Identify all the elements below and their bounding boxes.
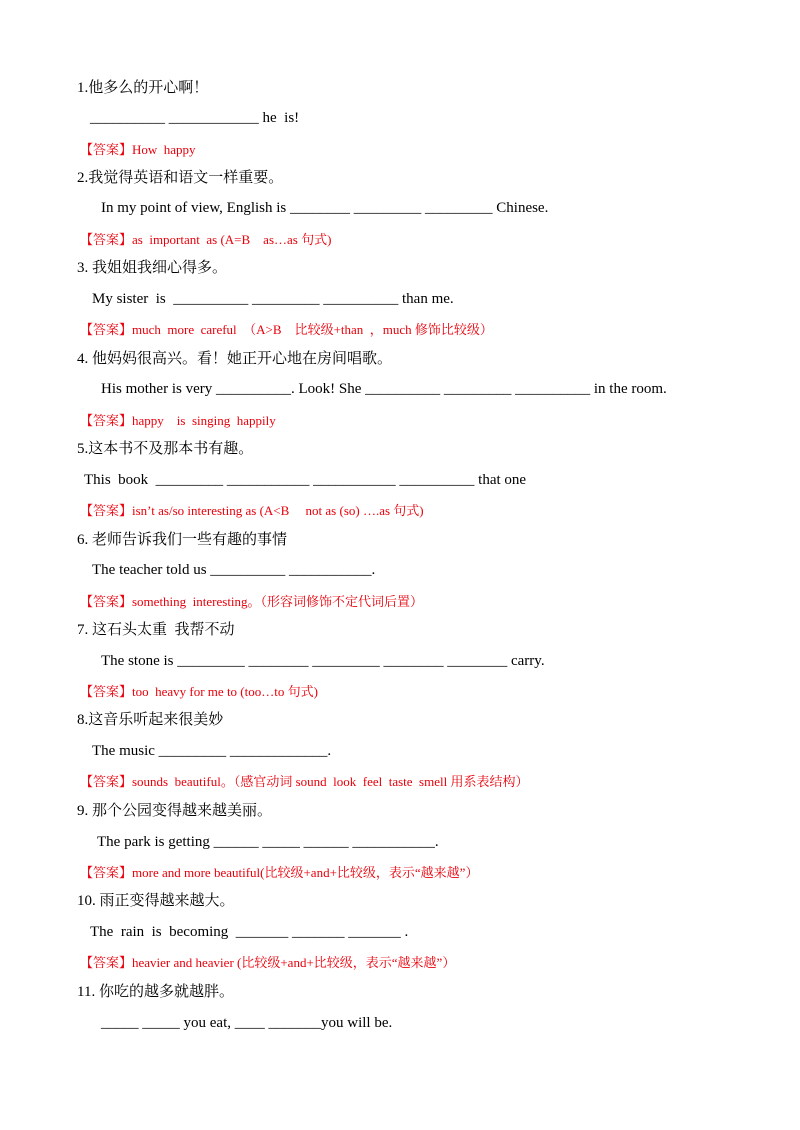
question-4: 4. 他妈妈很高兴。看！她正开心地在房间唱歌。: [77, 351, 393, 367]
sentence-6: The teacher told us __________ ___________.: [92, 562, 376, 578]
answer-6: 【答案】something interesting。（形容词修饰不定代词后置）: [80, 594, 424, 609]
sentence-10: The rain is becoming _______ _______ _______ .: [90, 924, 409, 940]
question-8: 8.这音乐听起来很美妙: [77, 712, 224, 728]
answer-7: 【答案】too heavy for me to (too…to 句式): [80, 684, 318, 699]
sentence-11: _____ _____ you eat, ____ _______you will be.: [101, 1015, 393, 1031]
answer-4: 【答案】happy is singing happily: [80, 413, 276, 428]
question-10: 10. 雨正变得越来越大。: [77, 893, 235, 909]
sentence-2: In my point of view, English is ________ _________ _________ Chinese.: [101, 200, 549, 216]
question-9: 9. 那个公园变得越来越美丽。: [77, 803, 273, 819]
answer-5: 【答案】isn’t as/so interesting as (A<B not as (so) ….as 句式): [80, 503, 424, 518]
sentence-7: The stone is _________ ________ _________ ________ ________ carry.: [101, 653, 545, 669]
answer-2: 【答案】as important as (A=B as…as 句式): [80, 232, 332, 247]
question-3: 3. 我姐姐我细心得多。: [77, 260, 228, 276]
sentence-1: __________ ____________ he is!: [90, 110, 300, 126]
sentence-4: His mother is very __________. Look! She __________ _________ __________ in the room.: [101, 381, 667, 397]
answer-8: 【答案】sounds beautiful。（感官动词 sound look feel taste smell 用系表结构）: [80, 774, 529, 789]
answer-10: 【答案】heavier and heavier (比较级+and+比较级，表示“越来越”）: [80, 955, 456, 970]
sentence-3: My sister is __________ _________ __________ than me.: [92, 291, 454, 307]
question-1: 1.他多么的开心啊！: [77, 80, 209, 96]
answer-3: 【答案】much more careful （A>B 比较级+than ，much 修饰比较级）: [80, 322, 493, 337]
sentence-8: The music _________ _____________.: [92, 743, 332, 759]
sentence-9: The park is getting ______ _____ ______ ___________.: [97, 834, 439, 850]
question-5: 5.这本书不及那本书有趣。: [77, 441, 254, 457]
answer-9: 【答案】more and more beautiful(比较级+and+比较级，表示“越来越”）: [80, 865, 479, 880]
question-2: 2.我觉得英语和语文一样重要。: [77, 170, 284, 186]
answer-1: 【答案】How happy: [80, 142, 196, 157]
question-11: 11. 你吃的越多就越胖。: [77, 984, 234, 1000]
question-7: 7. 这石头太重 我帮不动: [77, 622, 235, 638]
sentence-5: This book _________ ___________ ___________ __________ that one: [84, 472, 527, 488]
question-6: 6. 老师告诉我们一些有趣的事情: [77, 532, 288, 548]
